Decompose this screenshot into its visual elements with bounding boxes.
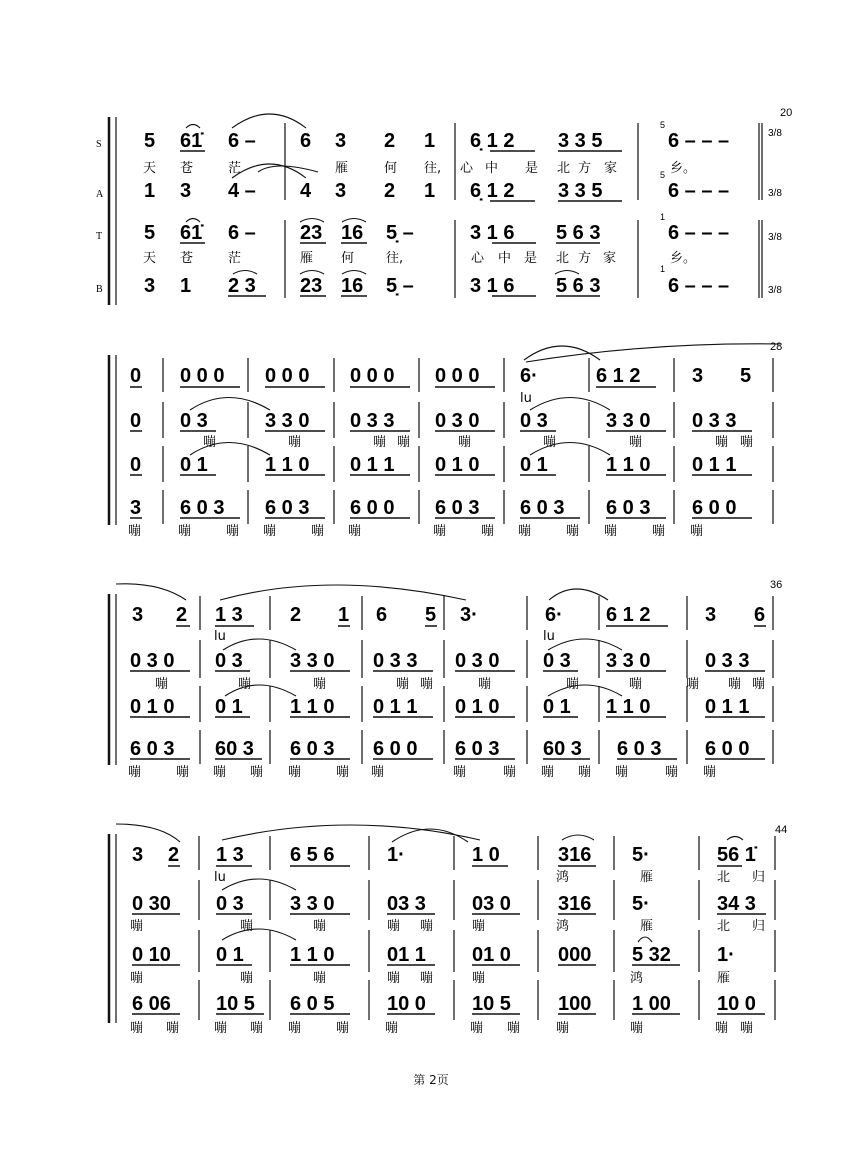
note: 1 1 0 xyxy=(290,944,335,966)
lyric: 方 xyxy=(578,251,592,266)
note: 2 3 xyxy=(228,275,256,297)
note: 5· xyxy=(632,893,650,915)
note: 6 5 6 xyxy=(290,844,335,866)
note: 0 0 0 xyxy=(180,365,225,387)
note: 3 1 6 xyxy=(470,222,515,244)
note: 6 – – – xyxy=(668,275,730,297)
staff-alto xyxy=(144,180,729,202)
note: 2 xyxy=(176,604,188,626)
note: 3 3 5 xyxy=(558,130,603,152)
note: 0 0 0 xyxy=(435,365,480,387)
note: 1 1 0 xyxy=(290,696,335,718)
lyric: 家 xyxy=(603,251,617,266)
lyric: 乡。 xyxy=(670,251,697,266)
note: 03 0 xyxy=(472,893,511,915)
note: 6̣ 1 2 xyxy=(470,180,515,202)
staff-tenor xyxy=(132,944,735,966)
lyric: 何 xyxy=(384,161,398,176)
lyric: 中 xyxy=(485,161,499,176)
lyric: 归 xyxy=(752,919,766,934)
note: 0 1 0 xyxy=(435,454,480,476)
note: 34 3 xyxy=(717,893,756,915)
lyrics-tenor xyxy=(130,970,730,986)
lyric: lu xyxy=(214,870,226,885)
note: 0 3 0 xyxy=(435,410,480,432)
note: 16 xyxy=(341,222,364,244)
lyric: 乡。 xyxy=(670,161,697,176)
system-3 xyxy=(109,579,782,780)
note: 6 – – – xyxy=(668,222,730,244)
note: 16 xyxy=(341,275,364,297)
note: 1· xyxy=(717,944,735,966)
lyrics-bass xyxy=(128,764,716,780)
lyric: 嘣 xyxy=(213,765,227,780)
note: 1 xyxy=(338,604,350,626)
lyric: 嘣 xyxy=(226,524,240,539)
note: 6 0 3 xyxy=(290,738,335,760)
note: 0 1 xyxy=(520,454,548,476)
note: 0 10 xyxy=(132,944,171,966)
note: 0 1 xyxy=(180,454,208,476)
note: 0 1 1 xyxy=(692,454,737,476)
lyrics-bass xyxy=(128,523,703,539)
lyric: 雁 xyxy=(300,251,314,266)
note: 6 0 3 xyxy=(180,497,225,519)
lyric: 方 xyxy=(578,161,592,176)
note: 23 xyxy=(300,275,323,297)
note: 3 3 0 xyxy=(290,893,335,915)
lyric: 中 xyxy=(498,251,512,266)
lyric: 嘣 xyxy=(458,435,472,450)
note: 0 1 xyxy=(543,696,571,718)
note: 5 xyxy=(144,130,156,152)
note: 6 1 2 xyxy=(596,365,641,387)
time-signature: 3/8 xyxy=(768,188,782,199)
lyric: 心 xyxy=(460,161,474,176)
lyric: 嘣 xyxy=(128,524,142,539)
lyric: 嘣 xyxy=(715,1021,729,1036)
note: 10 5 xyxy=(216,993,255,1015)
note: 6 1 2 xyxy=(606,604,651,626)
lyric: 北 xyxy=(717,870,731,885)
note: 1· xyxy=(387,844,405,866)
staff-tenor xyxy=(130,454,736,476)
lyric: 嘣 xyxy=(740,435,754,450)
note: 5 32 xyxy=(632,944,671,966)
note: 6 0 3 xyxy=(455,738,500,760)
system-4 xyxy=(109,824,787,1036)
lyric: 嘣 xyxy=(373,435,387,450)
note: 6 0 0 xyxy=(705,738,750,760)
note: 0 3 0 xyxy=(455,650,500,672)
lyric: 嘣 xyxy=(130,919,144,934)
note: 1 00 xyxy=(632,993,671,1015)
note: 000 xyxy=(558,944,592,966)
staff-soprano xyxy=(132,844,758,866)
note: 6 0 0 xyxy=(350,497,395,519)
lyric: 嘣 xyxy=(420,677,434,692)
note: 6 xyxy=(754,604,766,626)
lyric: 嘣 xyxy=(166,1021,180,1036)
note: 56 1̇ xyxy=(717,844,756,866)
note: 1 1 0 xyxy=(265,454,310,476)
note: 4 – xyxy=(228,180,256,202)
staff-alto xyxy=(132,893,756,915)
note: 6 – xyxy=(228,222,256,244)
note: 316 xyxy=(558,893,592,915)
lyric: 嘣 xyxy=(311,524,325,539)
lyric: 往, xyxy=(424,161,442,176)
voice-label-tenor: T xyxy=(96,231,103,242)
note: 3 xyxy=(130,497,142,519)
lyric: 家 xyxy=(604,161,618,176)
note: 3 3 5 xyxy=(558,180,603,202)
lyric: 嘣 xyxy=(130,971,144,986)
note: 6 0 5 xyxy=(290,993,335,1015)
lyric: 鸿 xyxy=(556,870,570,885)
note: 5 6 3 xyxy=(556,222,601,244)
note: 6 0 3 xyxy=(606,497,651,519)
note: 316 xyxy=(558,844,592,866)
lyric: 天 xyxy=(143,251,157,266)
lyric: 苍 xyxy=(180,161,194,176)
note: 1 xyxy=(144,180,156,202)
note: 5̣ – xyxy=(386,222,414,244)
lyric: 是 xyxy=(524,251,538,266)
tuplet-mark: 5 xyxy=(660,120,666,130)
lyrics-alto xyxy=(155,676,765,692)
lyric: 嘣 xyxy=(615,765,629,780)
note: 1 xyxy=(424,180,436,202)
note: 3 xyxy=(132,844,144,866)
note: 2 xyxy=(290,604,302,626)
lyric: 嘣 xyxy=(385,1021,399,1036)
lyrics-alto xyxy=(203,434,753,450)
note: 6 0 3 xyxy=(617,738,662,760)
note: 0 1 xyxy=(215,696,243,718)
note: 0 1 0 xyxy=(130,696,175,718)
lyric: 嘣 xyxy=(387,971,401,986)
bar-number: 36 xyxy=(770,579,783,591)
lyric: 北 xyxy=(556,251,570,266)
lyric: 嘣 xyxy=(578,765,592,780)
lyric: 嘣 xyxy=(472,971,486,986)
lyric: 是 xyxy=(525,161,539,176)
note: 3 xyxy=(335,180,347,202)
lyric: 嘣 xyxy=(420,971,434,986)
lyric: 嘣 xyxy=(176,765,190,780)
staff-alto xyxy=(130,410,736,432)
lyric: 嘣 xyxy=(397,435,411,450)
note: 6· xyxy=(545,604,563,626)
note: 6 0 0 xyxy=(692,497,737,519)
lyric: 嘣 xyxy=(665,765,679,780)
note: 6 – – – xyxy=(668,180,730,202)
note: 60 3 xyxy=(215,738,254,760)
staff-alto xyxy=(130,650,749,672)
note: 5 xyxy=(740,365,752,387)
lyric: 嘣 xyxy=(740,1021,754,1036)
bar-number: 44 xyxy=(775,824,788,836)
lyric: 嘣 xyxy=(128,765,142,780)
tuplet-mark: 5 xyxy=(660,170,666,180)
lyric: 北 xyxy=(557,161,571,176)
voice-label-soprano: S xyxy=(96,139,102,150)
note: 01 0 xyxy=(472,944,511,966)
note: 3· xyxy=(460,604,478,626)
lyric: lu xyxy=(520,391,532,406)
note: 60 3 xyxy=(543,738,582,760)
note: 6 – xyxy=(228,130,256,152)
note: 3 3 0 xyxy=(606,410,651,432)
staff-bass xyxy=(132,993,756,1015)
note: 6 0 3 xyxy=(435,497,480,519)
note: 6 – – – xyxy=(668,130,730,152)
lyric: 嘣 xyxy=(543,435,557,450)
note: 10 0 xyxy=(717,993,756,1015)
note: 6 xyxy=(300,130,312,152)
note: 0 3 xyxy=(215,650,243,672)
lyric: 雁 xyxy=(640,870,654,885)
staff-tenor xyxy=(130,696,749,718)
note: 0 30 xyxy=(132,893,171,915)
note: 0 1 xyxy=(216,944,244,966)
lyric: 嘣 xyxy=(690,524,704,539)
note: 0 xyxy=(130,454,142,476)
lyric: 嘣 xyxy=(470,1021,484,1036)
note: 6 0 3 xyxy=(265,497,310,519)
lyric: 嘣 xyxy=(453,765,467,780)
note: 3 3 0 xyxy=(290,650,335,672)
lyric: 嘣 xyxy=(478,677,492,692)
system-1 xyxy=(96,107,792,305)
note: 3 xyxy=(692,365,704,387)
note: 3 xyxy=(335,130,347,152)
lyric: 归 xyxy=(752,870,766,885)
lyric: 嘣 xyxy=(288,765,302,780)
lyric: 嘣 xyxy=(541,765,555,780)
staff-bass xyxy=(144,275,729,297)
note: 5̣ – xyxy=(386,275,414,297)
note: 3 1 6 xyxy=(470,275,515,297)
staff-bass xyxy=(130,738,749,760)
note: 61̇ xyxy=(180,130,203,152)
staff-soprano xyxy=(132,604,765,626)
note: 100 xyxy=(558,993,592,1015)
note: 2 xyxy=(384,180,396,202)
lyric: 嘣 xyxy=(203,435,217,450)
note: 1 1 0 xyxy=(606,454,651,476)
bar-number: 28 xyxy=(770,341,783,353)
note: 0 3 xyxy=(180,410,208,432)
lyrics-alto xyxy=(130,918,765,934)
voice-label-alto: A xyxy=(96,189,104,200)
lyric: 苍 xyxy=(180,251,194,266)
note: 0 3 xyxy=(216,893,244,915)
lyric: 嘣 xyxy=(503,765,517,780)
lyric: 鸿 xyxy=(556,919,570,934)
lyric: 雁 xyxy=(717,971,731,986)
note: 01 1 xyxy=(387,944,426,966)
staff-soprano xyxy=(130,365,751,387)
lyric: 嘣 xyxy=(250,765,264,780)
note: 0 3 xyxy=(543,650,571,672)
lyric: 嘣 xyxy=(387,919,401,934)
staff-bass xyxy=(130,497,736,519)
lyrics-soprano xyxy=(214,870,765,885)
lyric: 嘣 xyxy=(396,677,410,692)
lyric: 嘣 xyxy=(566,524,580,539)
staff-tenor xyxy=(144,222,729,244)
note: 6· xyxy=(520,365,538,387)
note: 2 xyxy=(168,844,180,866)
lyric: 嘣 xyxy=(703,765,717,780)
lyric: lu xyxy=(543,629,555,644)
page-number: 第 2页 xyxy=(413,1073,449,1087)
lyric: 嘣 xyxy=(214,1021,228,1036)
note: 3 xyxy=(180,180,192,202)
note: 0 3 3 xyxy=(692,410,737,432)
lyric: 往, xyxy=(386,251,404,266)
system-2 xyxy=(109,341,782,539)
note: 0 xyxy=(130,365,142,387)
lyric: 嘣 xyxy=(728,677,742,692)
lyrics-bass xyxy=(130,1020,753,1036)
lyric: 嘣 xyxy=(507,1021,521,1036)
note: 3 xyxy=(705,604,717,626)
bar-number: 20 xyxy=(780,107,793,119)
lyric: 天 xyxy=(143,161,157,176)
lyric: 嘣 xyxy=(629,677,643,692)
tuplet-mark: 1 xyxy=(660,212,666,222)
lyric: 雁 xyxy=(335,161,349,176)
note: 3 xyxy=(132,604,144,626)
note: 3 3 0 xyxy=(606,650,651,672)
note: 0 3 3 xyxy=(373,650,418,672)
lyric: 嘣 xyxy=(518,524,532,539)
lyric: 嘣 xyxy=(556,1021,570,1036)
lyric: 嘣 xyxy=(238,677,252,692)
lyric: 茫 xyxy=(228,251,242,266)
lyric: 嘣 xyxy=(250,1021,264,1036)
lyric: 嘣 xyxy=(313,677,327,692)
note: 1 1 0 xyxy=(606,696,651,718)
lyric: lu xyxy=(214,629,226,644)
note: 1 0 xyxy=(472,844,500,866)
lyric: 北 xyxy=(717,919,731,934)
lyric: 嘣 xyxy=(348,524,362,539)
note: 3 xyxy=(144,275,156,297)
note: 0 xyxy=(130,410,142,432)
voice-label-bass: B xyxy=(96,284,103,295)
note: 5 6 3 xyxy=(556,275,601,297)
lyric: 鸿 xyxy=(630,971,644,986)
lyric: 嘣 xyxy=(263,524,277,539)
note: 0 1 0 xyxy=(455,696,500,718)
lyric: 嘣 xyxy=(752,677,766,692)
note: 2 xyxy=(384,130,396,152)
lyric: 嘣 xyxy=(566,677,580,692)
lyric: 嘣 xyxy=(652,524,666,539)
note: 0 0 0 xyxy=(265,365,310,387)
lyric: 嘣 xyxy=(240,919,254,934)
note: 6 xyxy=(376,604,388,626)
lyric: 嘣 xyxy=(472,919,486,934)
note: 0 3 3 xyxy=(350,410,395,432)
note: 6 0 3 xyxy=(520,497,565,519)
note: 1 xyxy=(180,275,192,297)
tuplet-mark: 1 xyxy=(660,264,666,274)
time-signature: 3/8 xyxy=(768,285,782,296)
note: 10 0 xyxy=(387,993,426,1015)
lyric: 嘣 xyxy=(629,435,643,450)
lyric: 嘣 xyxy=(155,677,169,692)
lyric: 嘣 xyxy=(336,765,350,780)
lyric: 嘣 xyxy=(371,765,385,780)
note: 03 3 xyxy=(387,893,426,915)
lyric: 嘣 xyxy=(130,1021,144,1036)
lyrics-tenor xyxy=(143,250,696,266)
note: 6 0 0 xyxy=(373,738,418,760)
lyric: 嘣 xyxy=(240,971,254,986)
note: 1 3 xyxy=(215,604,243,626)
note: 6 06 xyxy=(132,993,171,1015)
lyric: 嘣 xyxy=(686,677,700,692)
lyric: 嘣 xyxy=(336,1021,350,1036)
note: 0 3 xyxy=(520,410,548,432)
lyric: 嘣 xyxy=(313,919,327,934)
lyric: 嘣 xyxy=(178,524,192,539)
note: 6̣ 1 2 xyxy=(470,130,515,152)
note: 3 3 0 xyxy=(265,410,310,432)
time-signature: 3/8 xyxy=(768,128,782,139)
lyric: 嘣 xyxy=(288,1021,302,1036)
note: 1 xyxy=(424,130,436,152)
note: 5 xyxy=(425,604,437,626)
note: 6 0 3 xyxy=(130,738,175,760)
note: 0 0 0 xyxy=(350,365,395,387)
lyric: 嘣 xyxy=(420,919,434,934)
note: 0 1 1 xyxy=(373,696,418,718)
time-signature: 3/8 xyxy=(768,232,782,243)
lyric: 何 xyxy=(341,251,355,266)
lyrics-soprano xyxy=(143,160,696,176)
note: 61̇ xyxy=(180,222,203,244)
lyric: 嘣 xyxy=(604,524,618,539)
note: 0 1 1 xyxy=(705,696,750,718)
staff-soprano xyxy=(144,130,729,152)
note: 0 3 0 xyxy=(130,650,175,672)
note: 0 3 3 xyxy=(705,650,750,672)
note: 10 5 xyxy=(472,993,511,1015)
lyric: 茫 xyxy=(228,161,242,176)
lyric: 嘣 xyxy=(630,1021,644,1036)
note: 0 1 1 xyxy=(350,454,395,476)
lyric: 嘣 xyxy=(433,524,447,539)
lyric: 嘣 xyxy=(481,524,495,539)
lyric: 嘣 xyxy=(715,435,729,450)
note: 4 xyxy=(300,180,312,202)
lyric: 心 xyxy=(471,251,485,266)
note: 1 3 xyxy=(216,844,244,866)
lyric: 嘣 xyxy=(288,435,302,450)
lyric: 嘣 xyxy=(313,971,327,986)
note: 5· xyxy=(632,844,650,866)
note: 5 xyxy=(144,222,156,244)
lyric: 雁 xyxy=(640,919,654,934)
note: 23 xyxy=(300,222,323,244)
